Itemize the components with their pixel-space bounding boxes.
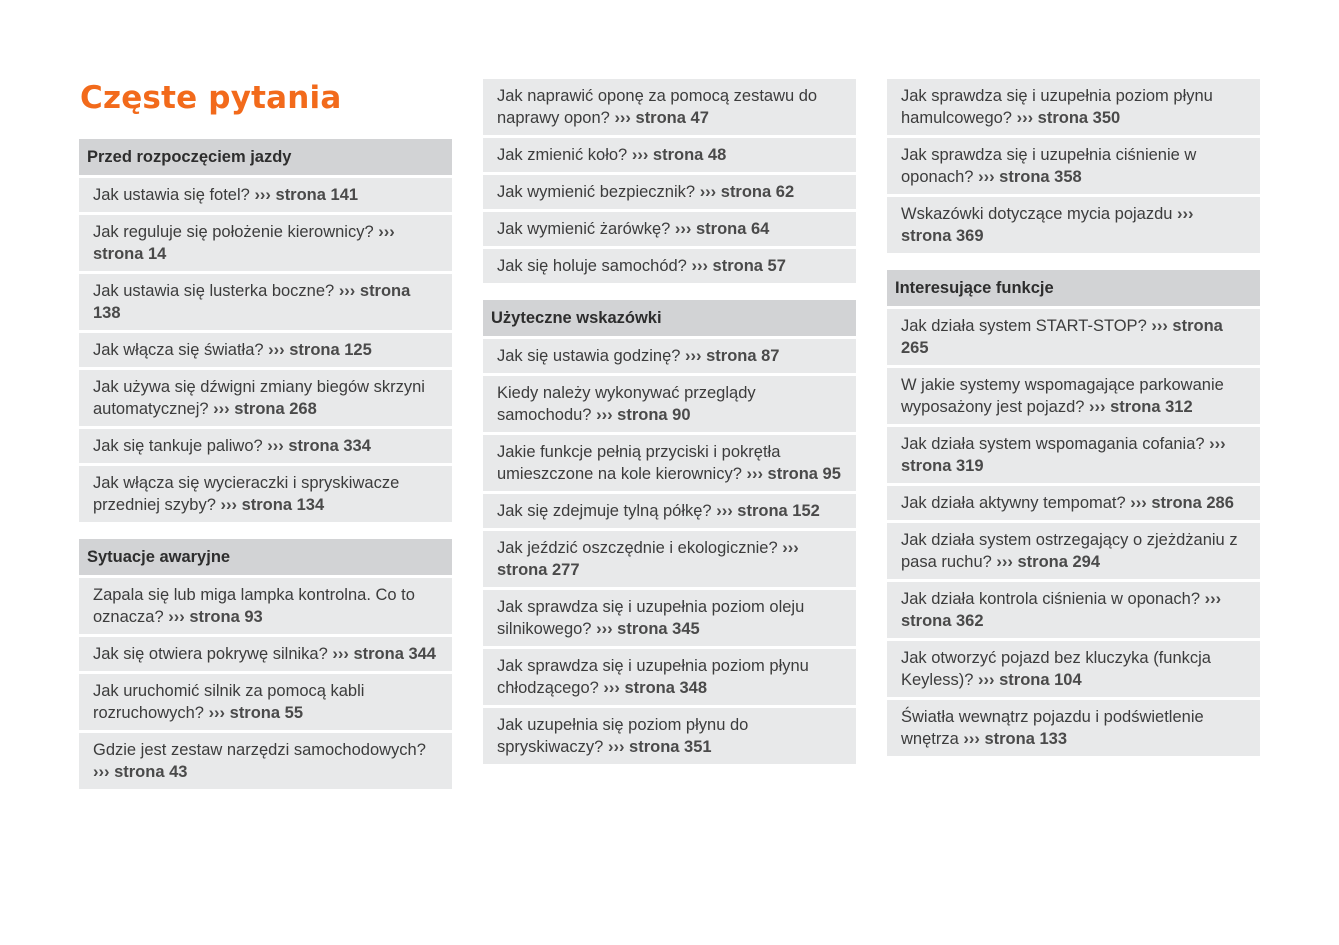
page-reference-link[interactable]: strona 350 — [1037, 109, 1121, 127]
faq-question: Gdzie jest zestaw narzędzi samochodowych? — [93, 741, 426, 759]
faq-question: Jak się tankuje paliwo? — [93, 437, 263, 455]
chevron-right-icon: ››› — [596, 406, 613, 424]
chevron-right-icon: ››› — [603, 679, 620, 697]
faq-question: Jak ustawia się fotel? — [93, 186, 250, 204]
page-reference-link[interactable]: strona 93 — [189, 608, 263, 626]
chevron-right-icon: ››› — [1204, 590, 1222, 608]
faq-question: Jak naprawić oponę za pomocą zestawu do naprawy opon? — [497, 87, 818, 127]
chevron-right-icon: ››› — [332, 645, 349, 663]
chevron-right-icon: ››› — [746, 465, 763, 483]
faq-section-continued — [483, 79, 856, 283]
page-reference-link[interactable]: strona 348 — [624, 679, 708, 697]
faq-item — [79, 733, 452, 789]
section-header: Przed rozpoczęciem jazdy — [79, 139, 452, 175]
faq-question: Jak włącza się wycieraczki i spryskiwacze przedniej szyby? — [93, 474, 400, 514]
faq-item — [887, 368, 1260, 424]
faq-section-interesujace-funkcje — [887, 270, 1260, 756]
faq-question: Jak uzupełnia się poziom płynu do spryskiwaczy? — [497, 716, 749, 756]
page-reference-link[interactable]: strona 62 — [720, 183, 795, 201]
faq-item — [79, 429, 452, 463]
chevron-right-icon: ››› — [978, 168, 995, 186]
page-reference-link[interactable]: strona 125 — [289, 341, 372, 359]
faq-item — [887, 700, 1260, 756]
page-reference-link[interactable]: strona 104 — [999, 671, 1082, 689]
page-reference-link[interactable]: strona 55 — [229, 704, 304, 722]
chevron-right-icon: ››› — [1016, 109, 1034, 127]
page-reference-link[interactable]: strona 362 — [901, 612, 984, 630]
page-reference-link[interactable]: strona 57 — [712, 257, 786, 275]
faq-item — [887, 309, 1260, 365]
chevron-right-icon: ››› — [996, 553, 1013, 571]
page-reference-link[interactable]: strona 43 — [114, 763, 188, 781]
chevron-right-icon: ››› — [378, 223, 395, 241]
faq-item — [887, 582, 1260, 638]
chevron-right-icon: ››› — [596, 620, 613, 638]
chevron-right-icon: ››› — [213, 400, 230, 418]
faq-question: Zapala się lub miga lampka kontrolna. Co to oznacza? — [93, 586, 415, 626]
chevron-right-icon: ››› — [1130, 494, 1147, 512]
faq-question: Wskazówki dotyczące mycia pojazdu — [901, 205, 1173, 223]
page-reference-link[interactable]: strona 14 — [93, 245, 167, 263]
page-reference-link[interactable]: strona 312 — [1110, 398, 1193, 416]
faq-section-continued — [887, 79, 1260, 253]
chevron-right-icon: ››› — [254, 186, 271, 204]
faq-section-sytuacje-awaryjne — [79, 539, 452, 789]
faq-question: Jak uruchomić silnik za pomocą kabli rozruchowych? — [93, 682, 365, 722]
faq-question: Kiedy należy wykonywać przeglądy samochodu? — [497, 384, 756, 424]
faq-section-uzyteczne-wskazowki — [483, 300, 856, 764]
page-reference-link[interactable]: strona 64 — [695, 220, 770, 238]
faq-item — [887, 486, 1260, 520]
faq-question: Jak reguluje się położenie kierownicy? — [93, 223, 374, 241]
faq-item — [887, 79, 1260, 135]
faq-question: Jak wymienić bezpiecznik? — [497, 183, 696, 201]
faq-question: Jak sprawdza się i uzupełnia poziom oleju silnikowego? — [497, 598, 805, 638]
page-reference-link[interactable]: strona 138 — [93, 282, 411, 322]
chevron-right-icon: ››› — [978, 671, 995, 689]
chevron-right-icon: ››› — [1089, 398, 1106, 416]
page-reference-link[interactable]: strona 48 — [652, 146, 727, 164]
faq-question: Jak działa system wspomagania cofania? — [901, 435, 1205, 453]
faq-item — [887, 641, 1260, 697]
page-reference-link[interactable]: strona 334 — [288, 437, 371, 455]
chevron-right-icon: ››› — [674, 220, 692, 238]
faq-item — [483, 138, 856, 172]
chevron-right-icon: ››› — [268, 341, 285, 359]
chevron-right-icon: ››› — [782, 539, 799, 557]
faq-item — [483, 212, 856, 246]
faq-item — [483, 708, 856, 764]
faq-item — [887, 523, 1260, 579]
chevron-right-icon: ››› — [168, 608, 185, 626]
faq-question: Jak używa się dźwigni zmiany biegów skrzyni automatycznej? — [93, 378, 425, 418]
faq-item — [483, 249, 856, 283]
faq-item — [887, 427, 1260, 483]
faq-column-2 — [483, 79, 856, 781]
faq-item — [483, 339, 856, 373]
faq-item — [483, 590, 856, 646]
page-reference-link[interactable]: strona 277 — [497, 561, 580, 579]
faq-question: Jakie funkcje pełnią przyciski i pokrętła umieszczone na kole kierownicy? — [497, 443, 781, 483]
faq-item — [483, 494, 856, 528]
faq-question: Jak otworzyć pojazd bez kluczyka (funkcja Keyless)? — [901, 649, 1211, 689]
faq-item — [79, 674, 452, 730]
chevron-right-icon: ››› — [1209, 435, 1226, 453]
faq-question: Jak włącza się światła? — [93, 341, 264, 359]
faq-item — [483, 175, 856, 209]
page-reference-link[interactable]: strona 265 — [901, 317, 1223, 357]
faq-item — [79, 333, 452, 367]
faq-item — [79, 637, 452, 671]
page-reference-link[interactable]: strona 286 — [1151, 494, 1234, 512]
faq-item — [79, 215, 452, 271]
page-reference-link[interactable]: strona 268 — [234, 400, 317, 418]
faq-item — [483, 376, 856, 432]
chevron-right-icon: ››› — [963, 730, 980, 748]
section-header: Użyteczne wskazówki — [483, 300, 856, 336]
faq-question: Jak się otwiera pokrywę silnika? — [93, 645, 328, 663]
page-reference-link[interactable]: strona 134 — [241, 496, 325, 514]
section-header: Interesujące funkcje — [887, 270, 1260, 306]
faq-question: Jak ustawia się lusterka boczne? — [93, 282, 335, 300]
faq-item — [483, 531, 856, 587]
faq-item — [483, 649, 856, 705]
faq-item — [79, 274, 452, 330]
page-reference-link[interactable]: strona 152 — [737, 502, 820, 520]
page-reference-link[interactable]: strona 47 — [635, 109, 709, 127]
page-reference-link[interactable]: strona 141 — [275, 186, 359, 204]
page-reference-link[interactable]: strona 344 — [353, 645, 436, 663]
section-header: Sytuacje awaryjne — [79, 539, 452, 575]
faq-question: Jak zmienić koło? — [497, 146, 628, 164]
chevron-right-icon: ››› — [716, 502, 733, 520]
page-reference-link[interactable]: strona 358 — [999, 168, 1082, 186]
chevron-right-icon: ››› — [691, 257, 708, 275]
faq-question: Jak działa aktywny tempomat? — [901, 494, 1126, 512]
faq-question: Jak sprawdza się i uzupełnia poziom płynu chłodzącego? — [497, 657, 809, 697]
chevron-right-icon: ››› — [208, 704, 226, 722]
page-reference-link[interactable]: strona 90 — [617, 406, 691, 424]
faq-question: Jak sprawdza się i uzupełnia ciśnienie w oponach? — [901, 146, 1197, 186]
faq-question: Jak działa kontrola ciśnienia w oponach? — [901, 590, 1201, 608]
page-reference-link[interactable]: strona 351 — [629, 738, 712, 756]
faq-item — [887, 138, 1260, 194]
faq-question: Jak się ustawia godzinę? — [497, 347, 681, 365]
faq-item — [79, 178, 452, 212]
page-reference-link[interactable]: strona 294 — [1017, 553, 1101, 571]
faq-question: Jak wymienić żarówkę? — [497, 220, 671, 238]
page-reference-link[interactable]: strona 345 — [617, 620, 700, 638]
chevron-right-icon: ››› — [267, 437, 284, 455]
page-reference-link[interactable]: strona 319 — [901, 457, 984, 475]
faq-item — [887, 197, 1260, 253]
chevron-right-icon: ››› — [1151, 317, 1168, 335]
page-reference-link[interactable]: strona 369 — [901, 227, 984, 245]
chevron-right-icon: ››› — [338, 282, 356, 300]
faq-question: Jak działa system ostrzegający o zjeżdżaniu z pasa ruchu? — [901, 531, 1238, 571]
page-reference-link[interactable]: strona 133 — [984, 730, 1067, 748]
chevron-right-icon: ››› — [699, 183, 717, 201]
faq-question: W jakie systemy wspomagające parkowanie wyposażony jest pojazd? — [901, 376, 1224, 416]
page-reference-link[interactable]: strona 87 — [706, 347, 780, 365]
chevron-right-icon: ››› — [607, 738, 625, 756]
chevron-right-icon: ››› — [1177, 205, 1194, 223]
faq-question: Jak jeździć oszczędnie i ekologicznie? — [497, 539, 778, 557]
faq-section-przed-rozpoczeciem-jazdy — [79, 139, 452, 522]
chevron-right-icon: ››› — [93, 763, 110, 781]
faq-column-1 — [79, 139, 452, 806]
chevron-right-icon: ››› — [614, 109, 631, 127]
faq-question: Jak sprawdza się i uzupełnia poziom płynu hamulcowego? — [901, 87, 1213, 127]
page-title: Częste pytania — [80, 80, 342, 116]
faq-item — [79, 578, 452, 634]
faq-item — [79, 466, 452, 522]
faq-column-3 — [887, 79, 1260, 773]
chevron-right-icon: ››› — [631, 146, 649, 164]
page-reference-link[interactable]: strona 95 — [767, 465, 841, 483]
faq-question: Jak się holuje samochód? — [497, 257, 687, 275]
faq-item — [483, 79, 856, 135]
faq-item — [79, 370, 452, 426]
faq-item — [483, 435, 856, 491]
faq-question: Jak działa system START-STOP? — [901, 317, 1147, 335]
faq-question: Światła wewnątrz pojazdu i podświetlenie wnętrza — [901, 708, 1204, 748]
faq-question: Jak się zdejmuje tylną półkę? — [497, 502, 712, 520]
chevron-right-icon: ››› — [220, 496, 237, 514]
chevron-right-icon: ››› — [685, 347, 702, 365]
